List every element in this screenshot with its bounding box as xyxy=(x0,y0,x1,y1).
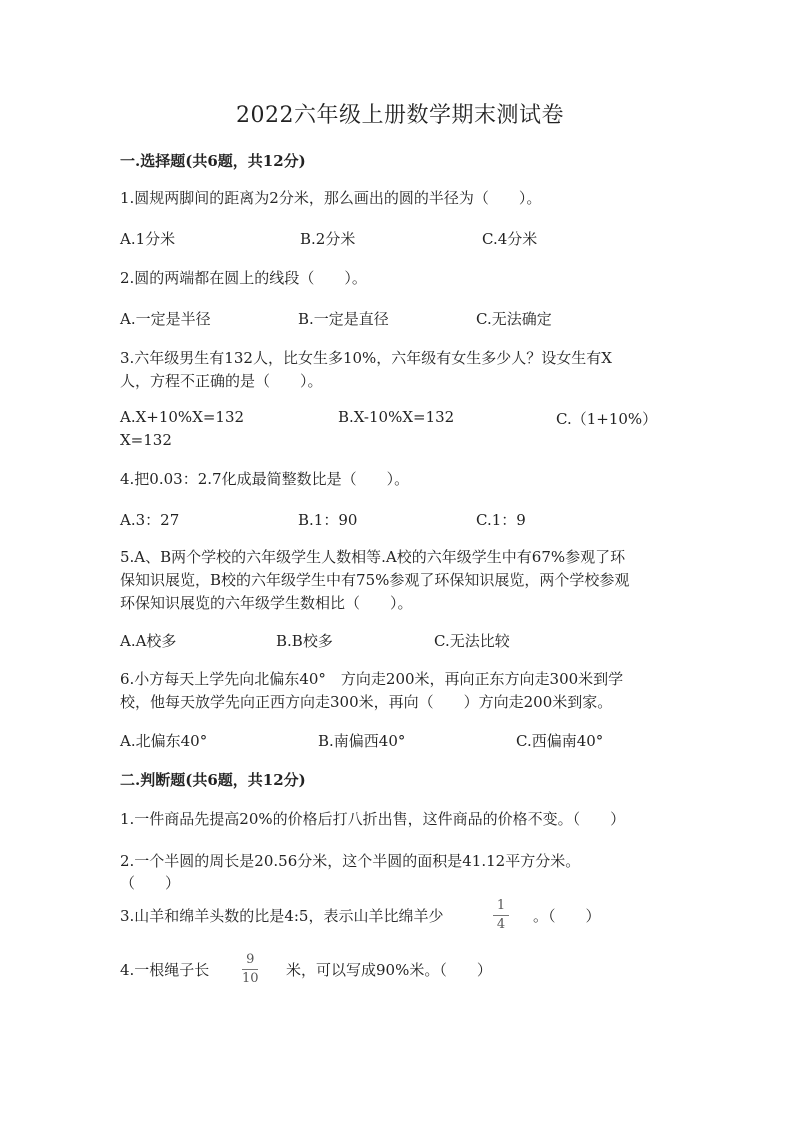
question-6-option-b: B.南偏西40° xyxy=(318,732,406,750)
judgment-1-text: 1.一件商品先提高20%的价格后打八折出售，这件商品的价格不变。（ ） xyxy=(120,810,626,828)
judgment-2-text-line-2: （ ） xyxy=(120,874,181,892)
fraction-nine-tenths xyxy=(242,953,259,986)
judgment-3-text-before: 3.山羊和绵羊头数的比是4:5，表示山羊比绵羊少 xyxy=(120,907,444,925)
question-5-option-a: A.A校多 xyxy=(120,632,177,650)
question-5-text-line-1: 5.A、B两个学校的六年级学生人数相等.A校的六年级学生中有67%参观了环 xyxy=(120,548,626,566)
question-2-option-c: C.无法确定 xyxy=(476,310,552,328)
question-4-option-c: C.1：9 xyxy=(476,511,526,529)
question-1-text: 1.圆规两脚间的距离为2分米，那么画出的圆的半径为（ ）。 xyxy=(120,189,542,207)
section-heading-choice: 一.选择题(共6题，共12分) xyxy=(120,152,306,170)
question-3-option-c-continued: X=132 xyxy=(120,431,172,449)
fraction-denominator: 4 xyxy=(496,917,506,932)
fraction-numerator: 9 xyxy=(246,952,255,967)
question-2-text: 2.圆的两端都在圆上的线段（ ）。 xyxy=(120,269,367,287)
question-6-text-line-1: 6.小方每天上学先向北偏东40° 方向走200米，再向正东方向走300米到学 xyxy=(120,670,624,688)
question-2-option-b: B.一定是直径 xyxy=(298,310,389,328)
fraction-one-quarter xyxy=(493,899,509,932)
question-6-text-line-2: 校，他每天放学先向正西方向走300米，再向（ ）方向走200米到家。 xyxy=(120,693,613,711)
question-3-option-c: C.（1+10%） xyxy=(556,410,658,428)
question-4-text: 4.把0.03：2.7化成最简整数比是（ ）。 xyxy=(120,470,410,488)
question-4-option-a: A.3：27 xyxy=(120,511,180,529)
judgment-4-text-before: 4.一根绳子长 xyxy=(120,961,210,979)
question-2-option-a: A.一定是半径 xyxy=(120,310,211,328)
question-5-option-c: C.无法比较 xyxy=(434,632,510,650)
question-3-text-line-2: 人，方程不正确的是（ ）。 xyxy=(120,372,323,390)
question-5-text-line-2: 保知识展览，B校的六年级学生中有75%参观了环保知识展览，两个学校参观 xyxy=(120,571,630,589)
question-3-option-a: A.X+10%X=132 xyxy=(120,408,245,426)
question-4-option-b: B.1：90 xyxy=(298,511,358,529)
question-6-option-c: C.西偏南40° xyxy=(516,732,604,750)
judgment-3-text-after: 。（ ） xyxy=(533,907,601,925)
question-6-option-a: A.北偏东40° xyxy=(120,732,208,750)
fraction-bar xyxy=(493,915,509,916)
question-5-option-b: B.B校多 xyxy=(276,632,333,650)
judgment-2-text-line-1: 2.一个半圆的周长是20.56分米，这个半圆的面积是41.12平方分米。 xyxy=(120,852,581,870)
section-heading-judgment: 二.判断题(共6题，共12分) xyxy=(120,771,306,789)
judgment-4-text-after: 米，可以写成90%米。（ ） xyxy=(286,961,492,979)
question-1-option-a: A.1分米 xyxy=(120,230,176,248)
fraction-numerator: 1 xyxy=(496,898,506,913)
question-5-text-line-3: 环保知识展览的六年级学生数相比（ ）。 xyxy=(120,594,413,612)
question-3-option-b: B.X-10%X=132 xyxy=(338,408,455,426)
fraction-bar xyxy=(242,969,258,970)
page-title: 2022六年级上册数学期末测试卷 xyxy=(236,103,564,128)
question-1-option-b: B.2分米 xyxy=(300,230,356,248)
fraction-denominator: 10 xyxy=(242,971,259,986)
question-1-option-c: C.4分米 xyxy=(482,230,538,248)
question-3-text-line-1: 3.六年级男生有132人，比女生多10%，六年级有女生多少人？设女生有X xyxy=(120,349,612,367)
